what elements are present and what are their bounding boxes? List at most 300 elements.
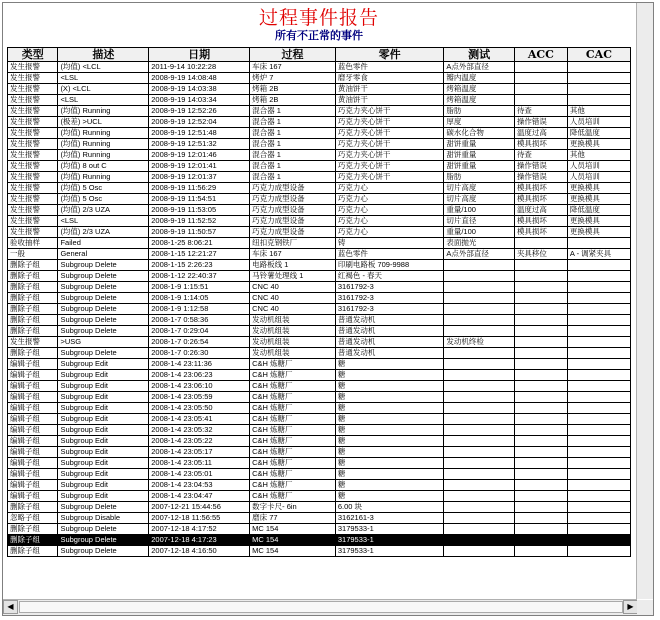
scroll-right-button[interactable] (623, 600, 638, 614)
cell-cac (567, 348, 630, 359)
cell-acc (514, 348, 567, 359)
cell-description: Subgroup Delete (58, 348, 149, 359)
cell-acc (514, 436, 567, 447)
cell-acc: 温度过高 (514, 128, 567, 139)
cell-process: CNC 40 (250, 293, 336, 304)
column-header-description[interactable]: 描述 (58, 48, 149, 62)
cell-type: 编辑子组 (8, 436, 58, 447)
cell-part: 糖 (335, 370, 443, 381)
cell-cac: 人员培训 (567, 172, 630, 183)
table-row[interactable] (8, 502, 631, 513)
scroll-left-button[interactable] (3, 600, 18, 614)
cell-acc (514, 370, 567, 381)
table-row[interactable] (8, 260, 631, 271)
cell-cac (567, 315, 630, 326)
cell-test (444, 282, 515, 293)
cell-process: 烤箱 2B (250, 95, 336, 106)
cell-type: 编辑子组 (8, 370, 58, 381)
cell-process: 发动机组装 (250, 315, 336, 326)
cell-process: 发动机组装 (250, 326, 336, 337)
cell-description: Subgroup Delete (58, 260, 149, 271)
cell-test: 碳水化合物 (444, 128, 515, 139)
cell-test (444, 458, 515, 469)
table-row[interactable] (8, 150, 631, 161)
cell-type: 发生报警 (8, 161, 58, 172)
cell-acc (514, 62, 567, 73)
cell-test (444, 480, 515, 491)
column-header-type[interactable]: 类型 (8, 48, 58, 62)
cell-process: 烤炉 7 (250, 73, 336, 84)
cell-process: C&H 炼糖厂 (250, 469, 336, 480)
cell-process: 混合器 1 (250, 106, 336, 117)
cell-type: 删除子组 (8, 502, 58, 513)
table-row[interactable] (8, 106, 631, 117)
cell-process: 发动机组装 (250, 348, 336, 359)
table-row[interactable] (8, 469, 631, 480)
cell-description: <LSL (58, 216, 149, 227)
cell-cac (567, 73, 630, 84)
cell-type: 编辑子组 (8, 403, 58, 414)
cell-process: 混合器 1 (250, 139, 336, 150)
cell-test: 切片直径 (444, 216, 515, 227)
cell-cac (567, 480, 630, 491)
cell-date: 2008-1-9 1:14:05 (149, 293, 250, 304)
cell-acc (514, 480, 567, 491)
cell-cac: 更换模具 (567, 216, 630, 227)
cell-acc (514, 359, 567, 370)
cell-part: 糖 (335, 491, 443, 502)
table-row[interactable] (8, 227, 631, 238)
cell-date: 2008-9-19 14:08:48 (149, 73, 250, 84)
cell-acc (514, 491, 567, 502)
cell-cac (567, 293, 630, 304)
table-row[interactable] (8, 425, 631, 436)
cell-cac (567, 337, 630, 348)
table-header-row (8, 48, 631, 62)
cell-process: 巧克力成型设备 (250, 227, 336, 238)
cell-cac (567, 95, 630, 106)
table-row[interactable] (8, 205, 631, 216)
table-row[interactable] (8, 293, 631, 304)
table-row[interactable] (8, 128, 631, 139)
cell-acc (514, 524, 567, 535)
cell-description: Subgroup Delete (58, 326, 149, 337)
table-row[interactable] (8, 403, 631, 414)
table-row[interactable] (8, 480, 631, 491)
cell-acc: 模具损坏 (514, 194, 567, 205)
cell-description: (均值) 2/3 UZA (58, 205, 149, 216)
cell-process: C&H 炼糖厂 (250, 436, 336, 447)
cell-type: 删除子组 (8, 535, 58, 546)
cell-date: 2007-12-21 15:44:56 (149, 502, 250, 513)
cell-date: 2008-9-19 12:52:04 (149, 117, 250, 128)
cell-description: General (58, 249, 149, 260)
cell-process: 混合器 1 (250, 150, 336, 161)
cell-date: 2008-1-4 23:05:32 (149, 425, 250, 436)
table-row[interactable] (8, 414, 631, 425)
cell-test (444, 502, 515, 513)
cell-acc (514, 458, 567, 469)
cell-description: Subgroup Delete (58, 524, 149, 535)
cell-type: 一般 (8, 249, 58, 260)
table-row[interactable] (8, 304, 631, 315)
table-row[interactable] (8, 84, 631, 95)
cell-test (444, 469, 515, 480)
cell-type: 发生报警 (8, 172, 58, 183)
cell-type: 编辑子组 (8, 414, 58, 425)
table-row[interactable] (8, 238, 631, 249)
cell-acc (514, 469, 567, 480)
report-title: 过程事件报告 (258, 7, 379, 29)
cell-part: 普通发动机 (335, 315, 443, 326)
cell-acc: 温度过高 (514, 205, 567, 216)
column-header-cac[interactable]: CAC (567, 48, 630, 62)
cell-description: Subgroup Edit (58, 425, 149, 436)
cell-cac: 降低温度 (567, 205, 630, 216)
horizontal-scrollbar[interactable] (3, 599, 637, 615)
cell-process: C&H 炼糖厂 (250, 447, 336, 458)
cell-part: 印刷电路板 709-9988 (335, 260, 443, 271)
cell-description: Subgroup Delete (58, 282, 149, 293)
cell-acc (514, 326, 567, 337)
table-body (8, 62, 631, 557)
table-row[interactable] (8, 546, 631, 557)
table-row[interactable] (8, 315, 631, 326)
cell-description: Subgroup Delete (58, 315, 149, 326)
cell-test (444, 425, 515, 436)
cell-test: 甜饼重量 (444, 139, 515, 150)
column-header-process[interactable]: 过程 (250, 48, 336, 62)
table-row[interactable] (8, 282, 631, 293)
cell-type: 发生报警 (8, 117, 58, 128)
table-row[interactable] (8, 337, 631, 348)
cell-part: 蓝色零件 (335, 62, 443, 73)
table-row[interactable] (8, 216, 631, 227)
cell-process: 纽扣克钢铁厂 (250, 238, 336, 249)
cell-date: 2008-9-19 11:56:29 (149, 183, 250, 194)
cell-description: >USG (58, 337, 149, 348)
table-row[interactable] (8, 524, 631, 535)
cell-test (444, 304, 515, 315)
cell-test: 重量/100 (444, 227, 515, 238)
table-row[interactable] (8, 447, 631, 458)
cell-type: 编辑子组 (8, 491, 58, 502)
cell-test (444, 271, 515, 282)
cell-part: 巧克力夹心饼干 (335, 139, 443, 150)
table-row[interactable] (8, 348, 631, 359)
cell-type: 验收抽样 (8, 238, 58, 249)
cell-test (444, 447, 515, 458)
cell-test (444, 524, 515, 535)
cell-description: Subgroup Edit (58, 414, 149, 425)
cell-date: 2008-1-7 0:26:54 (149, 337, 250, 348)
table-row[interactable] (8, 95, 631, 106)
cell-part: 巧克力心 (335, 183, 443, 194)
event-table-container (7, 47, 633, 603)
cell-test (444, 392, 515, 403)
cell-acc (514, 392, 567, 403)
cell-type: 编辑子组 (8, 480, 58, 491)
cell-description: Subgroup Edit (58, 469, 149, 480)
table-row[interactable] (8, 183, 631, 194)
cell-acc: 操作错误 (514, 172, 567, 183)
cell-type: 编辑子组 (8, 381, 58, 392)
cell-date: 2008-1-4 23:06:23 (149, 370, 250, 381)
cell-description: (X) <LCL (58, 84, 149, 95)
cell-date: 2008-9-19 12:51:48 (149, 128, 250, 139)
cell-description: Subgroup Delete (58, 271, 149, 282)
cell-process: 巧克力成型设备 (250, 216, 336, 227)
cell-test (444, 370, 515, 381)
table-row[interactable] (8, 62, 631, 73)
cell-acc (514, 513, 567, 524)
horizontal-scroll-thumb[interactable] (19, 601, 623, 613)
cell-type: 删除子组 (8, 293, 58, 304)
table-row[interactable] (8, 370, 631, 381)
table-row[interactable] (8, 326, 631, 337)
cell-description: Subgroup Edit (58, 458, 149, 469)
table-row[interactable] (8, 249, 631, 260)
cell-cac: 更换模具 (567, 227, 630, 238)
cell-description: <LSL (58, 73, 149, 84)
arrow-left-icon: ◀ (7, 602, 14, 611)
cell-type: 编辑子组 (8, 425, 58, 436)
cell-description: Subgroup Edit (58, 359, 149, 370)
cell-cac (567, 326, 630, 337)
cell-description: Subgroup Edit (58, 447, 149, 458)
cell-part: 6.00 块 (335, 502, 443, 513)
cell-cac (567, 304, 630, 315)
cell-type: 发生报警 (8, 194, 58, 205)
cell-part: 磨牙零食 (335, 73, 443, 84)
cell-cac: A - 调紧夹具 (567, 249, 630, 260)
table-row[interactable] (8, 458, 631, 469)
table-row[interactable] (8, 491, 631, 502)
cell-test (444, 403, 515, 414)
cell-type: 忽略子组 (8, 513, 58, 524)
cell-type: 发生报警 (8, 139, 58, 150)
cell-type: 编辑子组 (8, 447, 58, 458)
cell-process: 混合器 1 (250, 117, 336, 128)
cell-test: A点外部直径 (444, 62, 515, 73)
cell-part: 3161792-3 (335, 282, 443, 293)
cell-type: 发生报警 (8, 73, 58, 84)
cell-date: 2008-1-4 23:04:53 (149, 480, 250, 491)
cell-part: 黄油饼干 (335, 84, 443, 95)
cell-process: C&H 炼糖厂 (250, 381, 336, 392)
cell-process: 巧克力成型设备 (250, 205, 336, 216)
cell-description: Subgroup Delete (58, 535, 149, 546)
cell-process: 巧克力成型设备 (250, 183, 336, 194)
cell-date: 2008-1-4 23:05:22 (149, 436, 250, 447)
cell-acc (514, 546, 567, 557)
cell-process: 车床 167 (250, 249, 336, 260)
cell-cac (567, 370, 630, 381)
cell-acc (514, 535, 567, 546)
cell-description: Subgroup Edit (58, 480, 149, 491)
report-header (3, 7, 635, 43)
column-header-date[interactable]: 日期 (149, 48, 250, 62)
cell-part: 巧克力心 (335, 227, 443, 238)
cell-date: 2008-1-4 23:05:59 (149, 392, 250, 403)
cell-acc (514, 403, 567, 414)
cell-type: 发生报警 (8, 337, 58, 348)
cell-cac (567, 502, 630, 513)
cell-date: 2008-9-19 12:01:41 (149, 161, 250, 172)
cell-date: 2008-9-19 14:03:34 (149, 95, 250, 106)
cell-process: C&H 炼糖厂 (250, 403, 336, 414)
cell-date: 2008-1-4 23:06:10 (149, 381, 250, 392)
cell-acc: 模具损坏 (514, 227, 567, 238)
cell-date: 2007-12-18 4:16:50 (149, 546, 250, 557)
cell-date: 2008-9-19 14:03:38 (149, 84, 250, 95)
cell-process: C&H 炼糖厂 (250, 370, 336, 381)
cell-part: 巧克力夹心饼干 (335, 161, 443, 172)
cell-test (444, 535, 515, 546)
cell-part: 糖 (335, 425, 443, 436)
table-row[interactable] (8, 513, 631, 524)
cell-cac: 其他 (567, 150, 630, 161)
cell-part: 普通发动机 (335, 326, 443, 337)
cell-part: 巧克力心 (335, 216, 443, 227)
cell-cac: 更换模具 (567, 139, 630, 150)
cell-part: 巧克力心 (335, 205, 443, 216)
cell-test (444, 436, 515, 447)
cell-description: Subgroup Delete (58, 502, 149, 513)
cell-date: 2008-1-4 23:11:36 (149, 359, 250, 370)
cell-part: 糖 (335, 469, 443, 480)
cell-process: MC 154 (250, 546, 336, 557)
cell-cac: 更换模具 (567, 183, 630, 194)
cell-part: 3161792-3 (335, 304, 443, 315)
cell-process: 混合器 1 (250, 161, 336, 172)
table-row[interactable] (8, 161, 631, 172)
cell-part: 3179533-1 (335, 535, 443, 546)
cell-test: 发动机终检 (444, 337, 515, 348)
cell-type: 编辑子组 (8, 469, 58, 480)
cell-part: 巧克力夹心饼干 (335, 106, 443, 117)
cell-cac (567, 84, 630, 95)
table-row[interactable] (8, 172, 631, 183)
cell-process: C&H 炼糖厂 (250, 458, 336, 469)
cell-date: 2007-12-18 11:56:55 (149, 513, 250, 524)
cell-acc: 模具损坏 (514, 183, 567, 194)
cell-test: 表面抛光 (444, 238, 515, 249)
cell-process: C&H 炼糖厂 (250, 414, 336, 425)
vertical-scrollbar[interactable] (636, 3, 653, 599)
cell-part: 糖 (335, 381, 443, 392)
cell-part: 巧克力夹心饼干 (335, 172, 443, 183)
cell-process: 发动机组装 (250, 337, 336, 348)
cell-test (444, 315, 515, 326)
cell-type: 删除子组 (8, 315, 58, 326)
table-row[interactable] (8, 436, 631, 447)
arrow-right-icon: ▶ (627, 602, 634, 611)
column-header-acc[interactable]: ACC (514, 48, 567, 62)
cell-process: C&H 炼糖厂 (250, 392, 336, 403)
cell-cac (567, 238, 630, 249)
cell-acc (514, 337, 567, 348)
cell-cac (567, 546, 630, 557)
cell-description: Failed (58, 238, 149, 249)
cell-date: 2008-9-19 11:50:57 (149, 227, 250, 238)
cell-acc (514, 95, 567, 106)
cell-date: 2007-12-18 4:17:52 (149, 524, 250, 535)
cell-cac: 降低温度 (567, 128, 630, 139)
cell-description: Subgroup Delete (58, 304, 149, 315)
cell-part: 糖 (335, 458, 443, 469)
cell-test: 脂肪 (444, 172, 515, 183)
column-header-test[interactable]: 测试 (444, 48, 515, 62)
cell-date: 2008-1-4 23:05:01 (149, 469, 250, 480)
cell-date: 2008-1-4 23:05:11 (149, 458, 250, 469)
cell-description: (均值) 5 Osc (58, 183, 149, 194)
cell-test (444, 260, 515, 271)
cell-description: Subgroup Edit (58, 436, 149, 447)
cell-test (444, 381, 515, 392)
table-row[interactable] (8, 73, 631, 84)
table-row[interactable] (8, 117, 631, 128)
cell-test (444, 326, 515, 337)
cell-cac: 其他 (567, 106, 630, 117)
cell-acc: 待查 (514, 106, 567, 117)
cell-acc: 模具损坏 (514, 216, 567, 227)
cell-date: 2008-9-19 12:51:32 (149, 139, 250, 150)
cell-part: 蓝色零件 (335, 249, 443, 260)
cell-part: 糖 (335, 392, 443, 403)
cell-description: Subgroup Edit (58, 491, 149, 502)
cell-test: 切片高度 (444, 183, 515, 194)
table-row[interactable] (8, 359, 631, 370)
table-row[interactable] (8, 194, 631, 205)
cell-process: MC 154 (250, 535, 336, 546)
table-row[interactable] (8, 381, 631, 392)
cell-type: 发生报警 (8, 150, 58, 161)
report-subtitle: 所有不正常的事件 (275, 29, 363, 42)
cell-description: (均值) Running (58, 172, 149, 183)
cell-part: 3179533-1 (335, 524, 443, 535)
cell-date: 2008-9-19 11:54:51 (149, 194, 250, 205)
cell-cac (567, 414, 630, 425)
table-row[interactable] (8, 139, 631, 150)
cell-part: 巧克力夹心饼干 (335, 117, 443, 128)
cell-description: Subgroup Delete (58, 546, 149, 557)
cell-test (444, 414, 515, 425)
table-row[interactable] (8, 535, 631, 546)
cell-description: (均值) <LCL (58, 62, 149, 73)
cell-type: 发生报警 (8, 106, 58, 117)
cell-part: 普通发动机 (335, 337, 443, 348)
cell-date: 2008-1-9 1:15:51 (149, 282, 250, 293)
cell-description: Subgroup Edit (58, 370, 149, 381)
cell-test: 烤箱温度 (444, 95, 515, 106)
cell-process: 马铃薯处理线 1 (250, 271, 336, 282)
cell-acc (514, 447, 567, 458)
column-header-part[interactable]: 零件 (335, 48, 443, 62)
table-row[interactable] (8, 392, 631, 403)
cell-part: 红褐色 - 春天 (335, 271, 443, 282)
cell-test: 甜饼重量 (444, 161, 515, 172)
cell-acc (514, 271, 567, 282)
cell-part: 糖 (335, 359, 443, 370)
cell-process: C&H 炼糖厂 (250, 480, 336, 491)
table-row[interactable] (8, 271, 631, 282)
cell-date: 2008-1-12 22:40:37 (149, 271, 250, 282)
cell-cac (567, 535, 630, 546)
cell-test: 重量/100 (444, 205, 515, 216)
cell-process: CNC 40 (250, 282, 336, 293)
cell-description: (均值) 5 Osc (58, 194, 149, 205)
